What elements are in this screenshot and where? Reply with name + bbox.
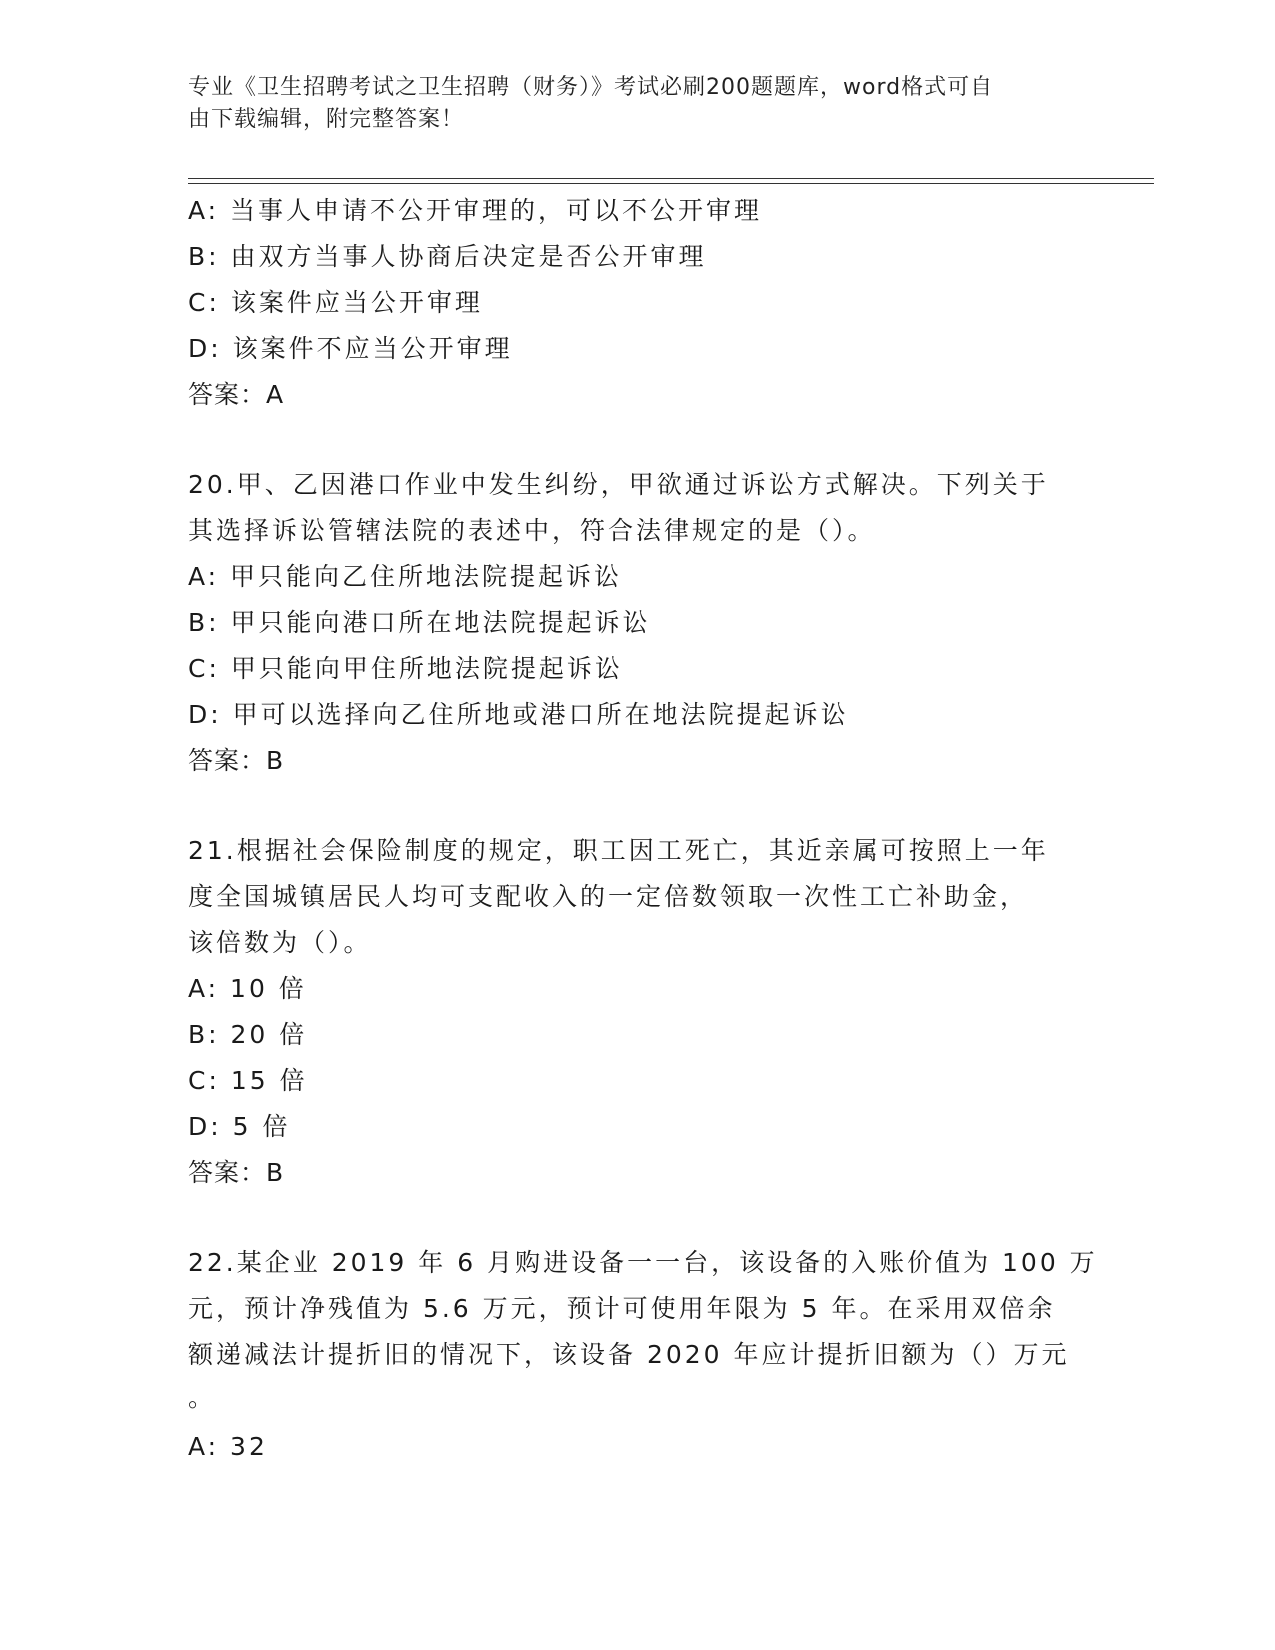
- answer-line: 答案：B: [188, 746, 285, 775]
- option-b: B: 由双方当事人协商后决定是否公开审理: [188, 242, 707, 271]
- question-text: [188, 1240, 1098, 1424]
- question-text-line: 22.某企业 2019 年 6 月购进设备一一台，该设备的入账价值为 100 万: [188, 1248, 1098, 1277]
- option-c: C: 该案件应当公开审理: [188, 288, 483, 317]
- question-text-line: 额递减法计提折旧的情况下，该设备 2020 年应计提折旧额为（）万元: [188, 1340, 1070, 1369]
- answer-line: 答案：A: [188, 380, 285, 409]
- header-line-2: 由下载编辑，附完整答案！: [188, 107, 465, 132]
- question-text-line: 度全国城镇居民人均可支配收入的一定倍数领取一次性工亡补助金，: [188, 882, 1029, 911]
- question-22: [188, 1240, 1098, 1470]
- option-d: D: 5 倍: [188, 1112, 291, 1141]
- option-a: A: 当事人申请不公开审理的，可以不公开审理: [188, 196, 763, 225]
- document-header: [188, 72, 1068, 136]
- question-20: [188, 462, 1088, 784]
- question-text: [188, 828, 1068, 966]
- option-a: A: 甲只能向乙住所地法院提起诉讼: [188, 562, 623, 591]
- option-b: B: 甲只能向港口所在地法院提起诉讼: [188, 608, 651, 637]
- question-text: [188, 462, 1068, 554]
- spacer: [188, 418, 1088, 462]
- header-line-1: 专业《卫生招聘考试之卫生招聘（财务）》考试必刷200题题库，word格式可自: [188, 75, 994, 100]
- spacer: [188, 1196, 1088, 1240]
- header-rule-bottom: [188, 183, 1154, 184]
- question-text-line: 20.甲、乙因港口作业中发生纠纷，甲欲通过诉讼方式解决。下列关于: [188, 470, 1049, 499]
- question-text-line: 。: [188, 1383, 217, 1412]
- spacer: [188, 784, 1088, 828]
- questions-body: [188, 188, 1098, 1470]
- option-d: D: 该案件不应当公开审理: [188, 334, 513, 363]
- question-19: [188, 188, 1088, 418]
- option-d: D: 甲可以选择向乙住所地或港口所在地法院提起诉讼: [188, 700, 849, 729]
- answer-line: 答案：B: [188, 1158, 285, 1187]
- option-a: A: 32: [188, 1432, 268, 1461]
- option-c: C: 甲只能向甲住所地法院提起诉讼: [188, 654, 623, 683]
- header-rule-top: [188, 178, 1154, 179]
- question-text-line: 21.根据社会保险制度的规定，职工因工死亡，其近亲属可按照上一年: [188, 836, 1049, 865]
- option-a: A: 10 倍: [188, 974, 307, 1003]
- question-21: [188, 828, 1088, 1196]
- option-c: C: 15 倍: [188, 1066, 308, 1095]
- question-text-line: 其选择诉讼管辖法院的表述中，符合法律规定的是（）。: [188, 516, 876, 545]
- question-text-line: 元，预计净残值为 5.6 万元，预计可使用年限为 5 年。在采用双倍余: [188, 1294, 1056, 1323]
- question-text-line: 该倍数为（）。: [188, 928, 372, 957]
- option-b: B: 20 倍: [188, 1020, 308, 1049]
